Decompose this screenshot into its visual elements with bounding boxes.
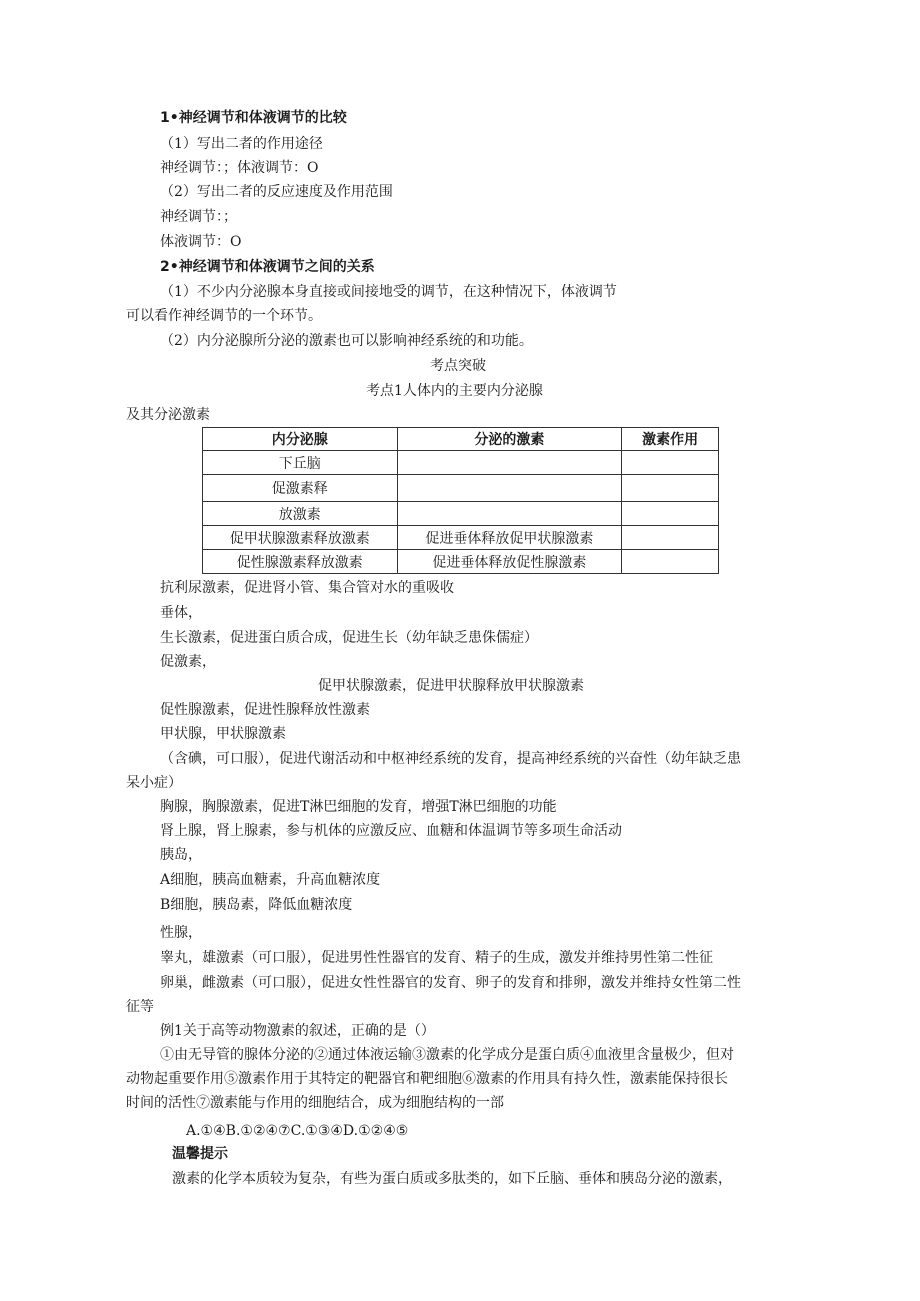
table-cell: 促进垂体释放促性腺激素 — [397, 550, 622, 574]
body-line: 抗利尿激素，促进肾小管、集合管对水的重吸收 — [160, 580, 454, 596]
section1-answer1: 神经调节：；体液调节：O — [160, 160, 319, 176]
example-options: A.①④B.①②④⑦C.①③④D.①②④⑤ — [186, 1123, 409, 1139]
section2-para1-line2: 可以看作神经调节的一个环节。 — [126, 308, 322, 324]
example-line: 动物起重要作用⑤激素作用于其特定的靶器官和靶细胞⑥激素的作用具有持久性，激素能保持很长 — [126, 1071, 728, 1087]
table-cell: 促性腺激素释放激素 — [203, 550, 398, 574]
body-line: 呆小症） — [126, 775, 182, 791]
table-header: 分泌的激素 — [397, 428, 622, 451]
section2-para1-line1: （1）不少内分泌腺本身直接或间接地受的调节，在这种情况下，体液调节 — [160, 284, 617, 300]
table-cell — [397, 475, 622, 502]
body-line: 甲状腺，甲状腺激素 — [160, 726, 286, 742]
table-cell — [622, 502, 719, 526]
table-cell — [397, 502, 622, 526]
table-row — [203, 502, 719, 526]
table-header: 激素作用 — [622, 428, 719, 451]
table-row — [203, 526, 719, 550]
body-line: 睾丸，雄激素（可口服），促进男性性器官的发育、精子的生成，激发并维持男性第二性征 — [160, 950, 713, 966]
body-line: 征等 — [126, 999, 154, 1015]
tip-title: 温馨提示 — [172, 1146, 228, 1162]
body-line: 垂体， — [160, 605, 202, 621]
section2-para2: （2）内分泌腺所分泌的激素也可以影响神经系统的和功能。 — [160, 333, 533, 349]
section1-answer2b: 体液调节：O — [160, 234, 242, 250]
body-line: 促甲状腺激素，促进甲状腺释放甲状腺激素 — [318, 678, 584, 694]
table-cell — [622, 550, 719, 574]
table-row — [203, 550, 719, 574]
table-cell — [397, 451, 622, 475]
body-line: （含碘，可口服），促进代谢活动和中枢神经系统的发育，提高神经系统的兴奋性（幼年缺乏患 — [160, 751, 741, 767]
table-header: 内分泌腺 — [203, 428, 398, 451]
kaodian-title: 考点1人体内的主要内分泌腺 — [366, 383, 543, 399]
example-line: ①由无导管的腺体分泌的②通过体液运输③激素的化学成分是蛋白质④血液里含量极少，但对 — [160, 1047, 734, 1063]
table-row — [203, 475, 719, 502]
table-header-row — [203, 428, 719, 451]
kaodian-heading: 考点突破 — [430, 358, 486, 374]
gland-table — [202, 427, 719, 574]
body-line: 生长激素，促进蛋白质合成，促进生长（幼年缺乏患侏儒症） — [160, 630, 538, 646]
body-line: 卵巢，雌激素（可口服），促进女性性器官的发育、卵子的发育和排卵，激发并维持女性第二性 — [160, 975, 741, 991]
section1-question1: （1）写出二者的作用途径 — [160, 136, 323, 152]
kaodian-title-cont: 及其分泌激素 — [126, 407, 210, 423]
table-cell — [622, 451, 719, 475]
body-line: A细胞，胰高血糖素，升高血糖浓度 — [160, 872, 381, 888]
table-cell — [622, 526, 719, 550]
body-line: 胸腺，胸腺激素，促进T淋巴细胞的发育，增强T淋巴细胞的功能 — [160, 799, 557, 815]
example-title: 例1关于高等动物激素的叙述，正确的是（） — [160, 1023, 435, 1039]
table-cell: 下丘脑 — [203, 451, 398, 475]
body-line: 胰岛， — [160, 847, 202, 863]
table-cell — [622, 475, 719, 502]
body-line: B细胞，胰岛素，降低血糖浓度 — [160, 897, 353, 913]
table-cell: 促激素释 — [203, 475, 398, 502]
example-line: 时间的活性⑦激素能与作用的细胞结合，成为细胞结构的一部 — [126, 1095, 504, 1111]
body-line: 肾上腺，肾上腺素，参与机体的应激反应、血糖和体温调节等多项生命活动 — [160, 823, 622, 839]
section1-answer2a: 神经调节：； — [160, 209, 237, 225]
body-line: 性腺， — [160, 925, 202, 941]
body-line: 促激素， — [160, 654, 216, 670]
table-row — [203, 451, 719, 475]
body-line: 促性腺激素，促进性腺释放性激素 — [160, 702, 370, 718]
section2-title: 2•神经调节和体液调节之间的关系 — [160, 259, 375, 275]
table-cell: 放激素 — [203, 502, 398, 526]
section1-question2: （2）写出二者的反应速度及作用范围 — [160, 184, 393, 200]
tip-text: 激素的化学本质较为复杂，有些为蛋白质或多肽类的，如下丘脑、垂体和胰岛分泌的激素， — [172, 1171, 732, 1187]
table-cell: 促进垂体释放促甲状腺激素 — [397, 526, 622, 550]
table-cell: 促甲状腺激素释放激素 — [203, 526, 398, 550]
section1-title: 1•神经调节和体液调节的比较 — [160, 110, 347, 126]
